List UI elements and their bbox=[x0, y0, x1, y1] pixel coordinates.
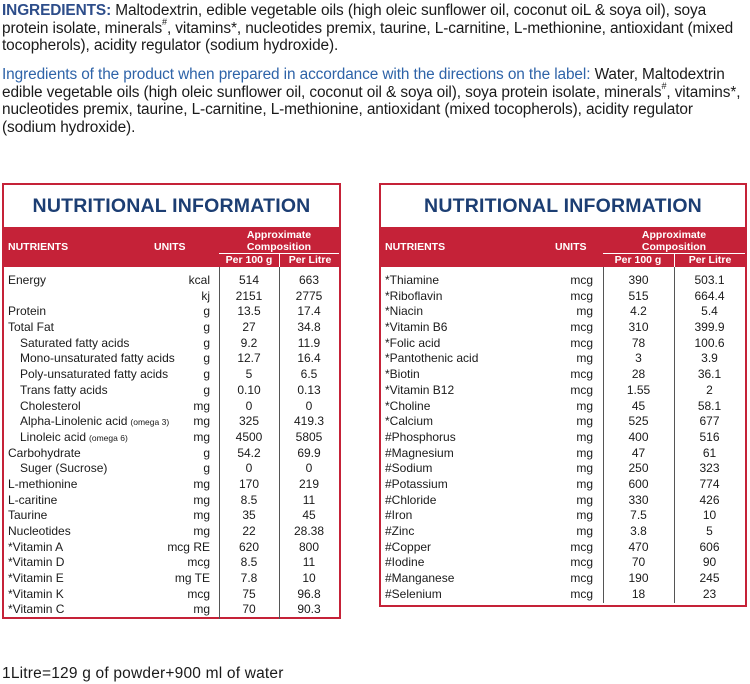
value-per-litre: 10 bbox=[702, 508, 717, 523]
nutrient-unit: mg bbox=[576, 304, 593, 319]
table-row bbox=[381, 461, 745, 477]
value-per-litre: 516 bbox=[699, 429, 720, 444]
nutrient-name-text: Protein bbox=[8, 304, 47, 319]
nutrient-name bbox=[385, 399, 430, 415]
value-per-100g: 70 bbox=[631, 555, 646, 570]
nutrient-name bbox=[8, 493, 57, 509]
nutrient-name-text: *Vitamin B6 bbox=[385, 320, 448, 335]
nutrient-unit: mg bbox=[576, 445, 593, 460]
value-per-100g: 170 bbox=[238, 476, 260, 491]
nutrient-name-text: *Biotin bbox=[385, 367, 420, 382]
value-per-100g: 2151 bbox=[235, 288, 263, 303]
nutrient-name bbox=[385, 571, 454, 587]
table-row bbox=[4, 320, 339, 336]
table-row bbox=[381, 289, 745, 305]
table-row bbox=[381, 351, 745, 367]
value-per-litre: 0.13 bbox=[297, 382, 321, 397]
table-header bbox=[4, 227, 339, 267]
nutrient-name-text: Taurine bbox=[8, 508, 48, 523]
nutrient-name bbox=[385, 540, 431, 556]
nutrient-name-text: *Pantothenic acid bbox=[385, 351, 479, 366]
value-per-litre: 69.9 bbox=[297, 445, 321, 460]
nutrient-name-text: #Copper bbox=[385, 539, 432, 554]
nutrient-unit: mcg bbox=[570, 382, 593, 397]
nutrient-name-text: #Sodium bbox=[385, 461, 433, 476]
nutrient-name bbox=[8, 602, 64, 618]
nutrient-name-text: *Choline bbox=[385, 398, 431, 413]
value-per-litre: 10 bbox=[302, 571, 316, 586]
value-per-litre: 6.5 bbox=[300, 367, 318, 382]
value-per-litre: 45 bbox=[302, 508, 316, 523]
nutrient-unit: mg bbox=[193, 476, 210, 491]
nutrient-name-text: #Magnesium bbox=[385, 445, 454, 460]
value-per-litre: 61 bbox=[702, 445, 717, 460]
table-row bbox=[381, 336, 745, 352]
value-per-litre: 3.9 bbox=[701, 351, 718, 366]
header-nutrients: NUTRIENTS bbox=[8, 241, 69, 253]
value-per-100g: 620 bbox=[238, 539, 260, 554]
value-per-100g: 47 bbox=[631, 445, 646, 460]
nutrient-name-text: L-caritine bbox=[8, 492, 58, 507]
table-row bbox=[381, 430, 745, 446]
value-per-100g: 325 bbox=[238, 414, 260, 429]
nutrient-name bbox=[20, 383, 108, 399]
table-row bbox=[4, 430, 339, 446]
nutrient-name-text: Energy bbox=[8, 273, 47, 287]
value-per-litre: 800 bbox=[298, 539, 320, 554]
value-per-100g: 514 bbox=[238, 273, 260, 287]
nutrient-unit: mg bbox=[576, 508, 593, 523]
header-per100: Per 100 g bbox=[614, 254, 662, 266]
nutrient-name bbox=[385, 477, 448, 493]
table-row bbox=[4, 461, 339, 477]
panel-title: NUTRITIONAL INFORMATION bbox=[32, 195, 311, 217]
value-per-litre: 677 bbox=[699, 414, 720, 429]
value-per-100g: 330 bbox=[628, 492, 649, 507]
table-row bbox=[381, 477, 745, 493]
nutrient-name-text: #Manganese bbox=[385, 571, 455, 586]
nutrient-name bbox=[20, 430, 128, 447]
header-composition-line2: Composition bbox=[641, 241, 707, 253]
value-per-100g: 250 bbox=[628, 461, 649, 476]
value-per-litre: 245 bbox=[699, 571, 720, 586]
nutrient-name-text: *Vitamin K bbox=[8, 586, 64, 601]
value-per-litre: 23 bbox=[702, 586, 717, 601]
nutrient-unit: g bbox=[203, 382, 210, 397]
value-per-100g: 310 bbox=[628, 320, 649, 335]
nutrient-unit: mg bbox=[193, 492, 210, 507]
nutrient-unit: mcg bbox=[570, 586, 593, 601]
nutrient-unit: g bbox=[203, 461, 210, 476]
table-row bbox=[4, 414, 339, 430]
nutrient-name-text: #Potassium bbox=[385, 476, 448, 491]
table-row bbox=[4, 524, 339, 540]
nutrient-name bbox=[8, 508, 47, 524]
value-per-100g: 7.8 bbox=[240, 571, 258, 586]
table-row bbox=[4, 540, 339, 556]
panel-title: NUTRITIONAL INFORMATION bbox=[424, 195, 702, 217]
nutrient-unit: mg bbox=[193, 429, 210, 444]
nutrition-panel-right bbox=[379, 183, 747, 607]
nutrient-name-text: #Zinc bbox=[385, 524, 415, 538]
nutrition-panel-left bbox=[2, 183, 341, 619]
nutrient-name-text: Nucleotides bbox=[8, 524, 71, 538]
value-per-100g: 3 bbox=[635, 351, 642, 366]
header-composition-line1: Approximate bbox=[641, 229, 707, 241]
nutrient-unit: mcg bbox=[570, 320, 593, 335]
nutrient-name-text: #Chloride bbox=[385, 492, 437, 507]
nutrient-unit: mg bbox=[576, 524, 593, 538]
nutrient-unit: mg bbox=[576, 351, 593, 366]
nutrient-name bbox=[385, 289, 442, 305]
value-per-litre: 399.9 bbox=[694, 320, 725, 335]
nutrient-unit: mcg bbox=[570, 555, 593, 570]
value-per-litre: 11.9 bbox=[297, 335, 321, 350]
value-per-100g: 13.5 bbox=[237, 304, 261, 319]
value-per-100g: 0 bbox=[245, 398, 253, 413]
nutrient-name bbox=[385, 304, 423, 320]
header-composition-line1: Approximate bbox=[246, 229, 312, 241]
nutrient-unit: mg bbox=[193, 508, 210, 523]
ingredients-text-2: , vitamins*, nucleotides premix, taurine, L-carnitine, L-methionine, antioxidant (mixed tocopherols), acidity regulator (sodium hydroxide). bbox=[2, 19, 734, 54]
value-per-litre: 16.4 bbox=[297, 351, 321, 366]
nutrient-name bbox=[385, 524, 414, 540]
value-per-litre: 2775 bbox=[295, 288, 323, 303]
nutrient-name bbox=[385, 383, 454, 399]
nutrient-name-text: #Selenium bbox=[385, 586, 442, 601]
nutrient-name-text: *Vitamin E bbox=[8, 571, 64, 586]
nutrient-name bbox=[385, 461, 432, 477]
value-per-100g: 35 bbox=[242, 508, 256, 523]
value-per-100g: 0.10 bbox=[237, 382, 261, 397]
reconstitution-note: 1Litre=129 g of powder+900 ml of water bbox=[2, 665, 284, 682]
value-per-100g: 1.55 bbox=[626, 382, 651, 397]
nutrient-name bbox=[20, 461, 107, 477]
table-row bbox=[4, 602, 339, 618]
table-body bbox=[381, 267, 745, 602]
nutrient-name-text: Alpha-Linolenic acid bbox=[20, 414, 128, 429]
nutrient-unit: mg bbox=[193, 414, 210, 429]
value-per-100g: 70 bbox=[242, 602, 256, 617]
value-per-100g: 190 bbox=[628, 571, 649, 586]
value-per-litre: 664.4 bbox=[694, 288, 725, 303]
table-row bbox=[4, 351, 339, 367]
value-per-litre: 219 bbox=[298, 476, 320, 491]
table-row bbox=[381, 571, 745, 587]
value-per-100g: 4.2 bbox=[630, 304, 647, 319]
nutrient-name-text: #Iodine bbox=[385, 555, 425, 570]
nutrient-unit: mcg bbox=[570, 367, 593, 382]
value-per-100g: 78 bbox=[631, 335, 646, 350]
nutrient-name bbox=[8, 304, 46, 320]
nutrient-name-text: Linoleic acid bbox=[20, 429, 87, 444]
ingredients-text-1: Maltodextrin, edible vegetable oils (high oleic sunflower oil, coconut oiL & soya oil), soya protein isolate, minerals bbox=[2, 2, 707, 37]
value-per-litre: 34.8 bbox=[297, 320, 321, 335]
nutrient-name bbox=[20, 336, 129, 352]
value-per-100g: 5 bbox=[245, 367, 253, 382]
nutrient-name-text: *Vitamin B12 bbox=[385, 382, 455, 397]
nutrient-unit: mcg RE bbox=[167, 539, 210, 554]
value-per-100g: 45 bbox=[631, 398, 646, 413]
nutrient-name-text: Suger (Sucrose) bbox=[20, 461, 108, 476]
nutrient-name-text: *Calcium bbox=[385, 414, 434, 429]
value-per-litre: 96.8 bbox=[297, 586, 321, 601]
value-per-litre: 0 bbox=[305, 398, 313, 413]
value-per-100g: 8.5 bbox=[240, 492, 258, 507]
table-row bbox=[4, 367, 339, 383]
value-per-litre: 503.1 bbox=[694, 273, 725, 287]
nutrient-unit: g bbox=[203, 445, 210, 460]
table-row bbox=[4, 273, 339, 289]
value-per-litre: 58.1 bbox=[697, 398, 722, 413]
nutrient-unit: mcg bbox=[570, 571, 593, 586]
table-row bbox=[4, 383, 339, 399]
nutrient-unit: mg bbox=[576, 414, 593, 429]
table-row bbox=[4, 336, 339, 352]
value-per-100g: 4500 bbox=[235, 429, 263, 444]
value-per-litre: 323 bbox=[699, 461, 720, 476]
nutrient-name bbox=[385, 414, 433, 430]
value-per-100g: 12.7 bbox=[237, 351, 261, 366]
ingredients-label: INGREDIENTS: bbox=[2, 2, 112, 19]
value-per-litre: 2 bbox=[706, 382, 713, 397]
table-row bbox=[381, 304, 745, 320]
prepared-ingredients-paragraph bbox=[2, 66, 744, 136]
nutrient-name bbox=[8, 524, 71, 540]
nutrient-note: (omega 3) bbox=[130, 417, 170, 428]
nutrient-unit: mg bbox=[193, 602, 210, 617]
nutrient-name-text: *Niacin bbox=[385, 304, 424, 319]
nutrient-name bbox=[8, 587, 64, 603]
nutrient-name bbox=[385, 508, 412, 524]
nutrient-name-text: *Riboflavin bbox=[385, 288, 443, 303]
nutrient-unit: mcg bbox=[570, 539, 593, 554]
value-per-litre: 11 bbox=[302, 492, 316, 507]
nutrient-name-text: #Iron bbox=[385, 508, 413, 523]
value-per-100g: 54.2 bbox=[237, 445, 261, 460]
nutrient-unit: mcg bbox=[570, 273, 593, 287]
nutrient-name-text: Cholesterol bbox=[20, 398, 81, 413]
ingredients-hash: # bbox=[162, 17, 167, 28]
nutrient-name bbox=[8, 571, 64, 587]
nutrient-name bbox=[385, 446, 454, 462]
nutrient-name bbox=[385, 430, 456, 446]
table-row bbox=[381, 555, 745, 571]
nutrient-unit: kj bbox=[201, 288, 210, 303]
header-composition bbox=[603, 229, 745, 253]
nutrient-name-text: Saturated fatty acids bbox=[20, 335, 130, 350]
value-per-litre: 90 bbox=[702, 555, 717, 570]
nutrient-name bbox=[385, 587, 442, 603]
nutrient-name bbox=[385, 555, 424, 571]
table-row bbox=[4, 571, 339, 587]
nutrient-name bbox=[8, 320, 54, 336]
value-per-100g: 8.5 bbox=[240, 555, 258, 570]
value-per-100g: 75 bbox=[242, 586, 256, 601]
header-per100: Per 100 g bbox=[225, 254, 273, 266]
nutrient-unit: mg TE bbox=[174, 571, 210, 586]
nutrient-unit: mg bbox=[576, 461, 593, 476]
nutrient-unit: mcg bbox=[187, 586, 210, 601]
value-per-litre: 100.6 bbox=[694, 335, 725, 350]
nutrient-name bbox=[385, 367, 420, 383]
table-row bbox=[381, 399, 745, 415]
value-per-100g: 400 bbox=[628, 429, 649, 444]
value-per-litre: 426 bbox=[699, 492, 720, 507]
header-composition-line2: Composition bbox=[246, 241, 312, 253]
nutrient-unit: mg bbox=[576, 429, 593, 444]
nutrient-name bbox=[385, 273, 439, 289]
nutrient-name bbox=[385, 351, 478, 367]
nutrient-name-text: *Thiamine bbox=[385, 273, 440, 287]
value-per-100g: 22 bbox=[242, 524, 256, 538]
nutrient-name bbox=[385, 493, 436, 509]
prepared-hash: # bbox=[661, 81, 667, 92]
table-row bbox=[381, 367, 745, 383]
nutrient-name bbox=[8, 446, 81, 462]
value-per-litre: 36.1 bbox=[697, 367, 722, 382]
value-per-100g: 470 bbox=[628, 539, 649, 554]
nutrient-unit: mg bbox=[193, 398, 210, 413]
nutrient-name bbox=[8, 555, 64, 571]
table-row bbox=[4, 477, 339, 493]
value-per-100g: 390 bbox=[628, 273, 649, 287]
value-per-litre: 11 bbox=[302, 555, 316, 570]
nutrient-name-text: Poly-unsaturated fatty acids bbox=[20, 367, 169, 382]
nutrient-unit: mcg bbox=[570, 288, 593, 303]
value-per-100g: 3.8 bbox=[630, 524, 647, 538]
nutrient-name bbox=[385, 320, 447, 336]
nutrient-name-text: Trans fatty acids bbox=[20, 382, 108, 397]
value-per-100g: 600 bbox=[628, 476, 649, 491]
nutrient-unit: g bbox=[203, 351, 210, 366]
value-per-litre: 5 bbox=[706, 524, 713, 538]
table-row bbox=[381, 508, 745, 524]
value-per-100g: 515 bbox=[628, 288, 649, 303]
nutrient-unit: g bbox=[203, 320, 210, 335]
header-units: UNITS bbox=[154, 241, 186, 253]
table-header bbox=[381, 227, 745, 267]
value-per-100g: 18 bbox=[631, 586, 646, 601]
table-row bbox=[4, 446, 339, 462]
value-per-100g: 0 bbox=[245, 461, 253, 476]
nutrient-unit: mg bbox=[576, 476, 593, 491]
table-row bbox=[4, 587, 339, 603]
value-per-100g: 27 bbox=[242, 320, 256, 335]
table-row bbox=[381, 540, 745, 556]
nutrient-unit: mg bbox=[576, 398, 593, 413]
value-per-litre: 5805 bbox=[295, 429, 323, 444]
nutrient-name bbox=[8, 540, 63, 556]
value-per-100g: 7.5 bbox=[630, 508, 647, 523]
value-per-litre: 606 bbox=[699, 539, 720, 554]
nutrient-unit: g bbox=[203, 304, 210, 319]
table-row bbox=[4, 493, 339, 509]
table-row bbox=[381, 493, 745, 509]
nutrient-note: (omega 6) bbox=[89, 432, 128, 443]
value-per-litre: 90.3 bbox=[297, 602, 321, 617]
header-units: UNITS bbox=[555, 241, 587, 253]
prepared-text-2: , vitamins*, nucleotides premix, taurine, L-carnitine, L-methionine, antioxidant (mixed tocopherols), acidity regulator (sodium hydroxide). bbox=[2, 83, 741, 136]
nutrient-name bbox=[8, 273, 46, 289]
value-per-litre: 0 bbox=[305, 461, 313, 476]
nutrient-unit: mcg bbox=[570, 335, 593, 350]
table-row bbox=[4, 304, 339, 320]
value-per-100g: 525 bbox=[628, 414, 649, 429]
table-row bbox=[4, 555, 339, 571]
value-per-litre: 28.38 bbox=[293, 524, 325, 538]
table-row bbox=[381, 587, 745, 603]
value-per-litre: 17.4 bbox=[297, 304, 321, 319]
value-per-100g: 9.2 bbox=[240, 335, 258, 350]
nutrient-unit: g bbox=[203, 335, 210, 350]
value-per-litre: 419.3 bbox=[293, 414, 325, 429]
nutrient-name-text: Carbohydrate bbox=[8, 445, 81, 460]
header-composition bbox=[219, 229, 339, 253]
nutrient-name-text: #Phosphorus bbox=[385, 429, 456, 444]
value-per-100g: 28 bbox=[631, 367, 646, 382]
header-nutrients: NUTRIENTS bbox=[385, 241, 446, 253]
value-per-litre: 663 bbox=[298, 273, 320, 287]
table-row bbox=[381, 414, 745, 430]
header-perlitre: Per Litre bbox=[288, 254, 332, 266]
prepared-text-1: Water, Maltodextrin edible vegetable oils (high oleic sunflower oil, coconut oil & soya oil), soya protein isolate, minerals bbox=[2, 66, 725, 101]
table-row bbox=[381, 524, 745, 540]
nutrient-unit: kcal bbox=[188, 273, 210, 287]
ingredients-paragraph bbox=[2, 2, 744, 55]
nutrient-name-text: *Vitamin C bbox=[8, 602, 65, 617]
nutrient-name-text: *Vitamin A bbox=[8, 539, 64, 554]
table-row bbox=[381, 383, 745, 399]
nutrient-name-text: *Folic acid bbox=[385, 335, 441, 350]
nutrient-name-text: *Vitamin D bbox=[8, 555, 65, 570]
nutrient-unit: g bbox=[203, 367, 210, 382]
table-row bbox=[4, 289, 339, 305]
nutrient-name bbox=[20, 399, 81, 415]
value-per-litre: 5.4 bbox=[701, 304, 718, 319]
table-row bbox=[4, 399, 339, 415]
table-body bbox=[4, 267, 339, 618]
table-row bbox=[4, 508, 339, 524]
nutrient-name bbox=[8, 477, 77, 493]
nutrient-name-text: Total Fat bbox=[8, 320, 55, 335]
value-per-litre: 774 bbox=[699, 476, 720, 491]
nutrient-name-text: Mono-unsaturated fatty acids bbox=[20, 351, 175, 366]
nutrient-name bbox=[385, 336, 440, 352]
table-row bbox=[381, 273, 745, 289]
nutrient-unit: mg bbox=[576, 492, 593, 507]
table-row bbox=[381, 446, 745, 462]
prepared-label: Ingredients of the product when prepared in accordance with the directions on the label: bbox=[2, 66, 591, 83]
nutrient-name-text: L-methionine bbox=[8, 476, 78, 491]
nutrient-unit: mcg bbox=[187, 555, 210, 570]
nutrient-unit: mg bbox=[193, 524, 210, 538]
table-row bbox=[381, 320, 745, 336]
header-perlitre: Per Litre bbox=[688, 254, 732, 266]
